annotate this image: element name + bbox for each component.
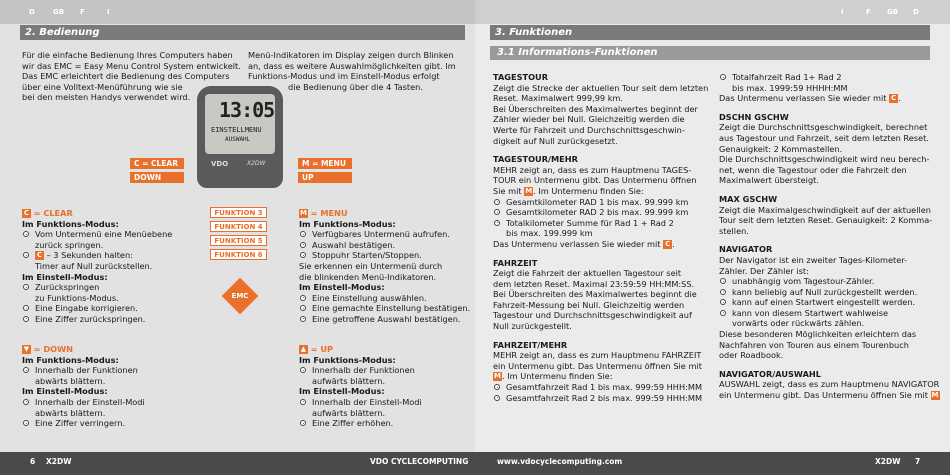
up-section: ▲ = UP Im Funktions-Modus: Innerhalb der Funktionen aufwärts blättern. Im Einstell-Modus: Innerhalb der Einstell-Modi aufwärts blättern. Eine Ziffer erhöhen. [299,344,422,429]
heading-fahrzeit-mehr: FAHRZEIT/MEHR [493,339,568,350]
bullet-icon [300,231,306,237]
bullet-icon [23,399,29,405]
bullet-icon [300,295,306,301]
footer-left [0,452,475,475]
right-page [475,0,950,475]
down-section: ▼ = DOWN Im Funktions-Modus: Innerhalb der Funktionen abwärts blättern. Im Einstell-Modus: Innerhalb der Einstell-Modi abwärts blättern. Eine Ziffer verringern. [22,344,145,429]
bullet-icon [720,299,726,305]
bullet-icon [494,395,500,401]
heading-dschn-gschw: DSCHN GSCHW [719,111,789,122]
heading-tagestour-mehr: TAGESTOUR/MEHR [493,154,578,165]
m-key-icon: M [300,209,307,217]
bullet-icon [300,420,306,426]
bullet-icon [23,231,29,237]
bullet-icon [23,252,29,258]
lang-gb: GB [53,8,65,16]
lang-d: D [29,8,35,16]
bullet-icon [494,209,500,215]
c-clear-section: C = CLEAR Im Funktions-Modus: Vom Untermenü eine Menüebene zurück springen. C – 3 Sekunden halten: Timer auf Null zurückstellen. Im Einstell-Modus: Zurückspringen zu Funktions-Modus. Eine Eingabe korrigieren. Eine Ziffer zurückspringen. [22,208,173,324]
language-bar-right [475,8,950,18]
label-down: DOWN [130,172,184,183]
column-2: Totalfahrzeit Rad 1+ Rad 2 bis max. 1999:59 HHHH:MM Das Untermenu verlassen Sie wieder mit C . DSCHN GSCHW Zeigt die Durchschnittsgeschwindigkeit, berechnet aus Tagestour und Fahrzeit, seit dem letzten Reset. Genauigkeit: 2 Kommastellen. Die Durchschnittsgeschwindigkeit wird neu berech- net, wenn die Tagestour oder die Fahrzeit den Maximalwert übersteigt. MAX GSCHW Zeigt die Maximalgeschwindigkeit auf der aktuellen Tour seit dem letzten Reset. Genauigkeit: 2 Komma- stellen. NAVIGATOR Der Navigator ist ein zweiter Tages-Kilometer- Zähler. Der Zähler ist: unabhängig vom Tagestour-Zähler. kann beliebig auf Null zurückgestellt werden. kann auf einen Startwert eingestellt werden. kann von diesem Startwert wahlweise vorwärts oder rückwärts zählen. Diese besonderen Möglichkeiten erleichtern das Nachfahren von Touren aus einem Tourenbuch oder Roadbook. NAVIGATOR/AUSWAHL AUSWAHL zeigt, dass es zum Hauptmenu NAVIGATOR ein Untermenu gibt. Das Untermenu öffnen Sie mit M [719,72,944,401]
bullet-icon [300,316,306,322]
bullet-icon [23,420,29,426]
bullet-icon [494,199,500,205]
function-6-label: FUNKTION 6 [210,249,267,260]
function-4-label: FUNKTION 4 [210,221,267,232]
device-screen [205,94,275,154]
heading-navigator: NAVIGATOR [719,244,773,255]
lang-d: D [913,8,919,16]
bullet-icon [300,242,306,248]
bullet-icon [720,289,726,295]
subsection-header-info: 3.1 Informations-Funktionen [490,46,930,60]
lang-gb: GB [887,8,899,16]
footer-model-right: X2DW [875,457,901,466]
bullet-icon [300,367,306,373]
intro-text-1: Für die einfache Bedienung Ihres Computers haben wir das EMC = Easy Menu Control System entwickelt. Das EMC erleichtert die Bedienung des Computers über eine Volltext-Menüführung wie sie bei den meisten Handys verwendet wird. [22,50,241,103]
lang-i: I [841,8,844,16]
label-c-clear: C = CLEAR [130,158,184,169]
bullet-icon [720,74,726,80]
label-up: UP [298,172,352,183]
bullet-icon [300,252,306,258]
heading-tagestour: TAGESTOUR [493,72,548,82]
heading-fahrzeit: FAHRZEIT [493,257,538,268]
function-3-label: FUNKTION 3 [210,207,267,218]
bullet-icon [23,284,29,290]
bullet-icon [494,384,500,390]
label-m-menu: M = MENU [298,158,352,169]
lang-f: F [866,8,871,16]
footer-brand: VDO CYCLECOMPUTING [370,457,469,466]
column-1: TAGESTOUR Zeigt die Strecke der aktuellen Tour seit dem letzten Reset. Maximalwert 999,99 km. Bei Überschreiten des Maximalwertes beginnt der Zähler wieder bei Null. Gleichzeitig werden die Werte für Fahrzeit und Durchschnittsgeschwin- digkeit auf Null zurückgesetzt. TAGESTOUR/MEHR MEHR zeigt an, dass es zum Hauptmenu TAGES- TOUR ein Untermenu gibt. Das Untermenu öffnen Sie mit M. Im Untermenu finden Sie: Gesamtkilometer RAD 1 bis max. 99.999 km Gesamtkilometer RAD 2 bis max. 99.999 km Totalkilometer Summe für Rad 1 + Rad 2 bis max. 199.999 km Das Untermenu verlassen Sie wieder mit C . FAHRZEIT Zeigt die Fahrzeit der aktuellen Tagestour seit dem letzten Reset. Maximal 23:59:59 HH:MM:SS. Bei Überschreiten des Maximalwertes beginnt die Fahrzeit-Messung bei Null. Gleichzeitig werden Tagestour und Durchschnittsgeschwindigkeit auf Null zurückgestellt. FAHRZEIT/MEHR MEHR zeigt an, dass es zum Hauptmenu FAHRZEIT ein Untermenu gibt. Das Untermenu öffnen Sie mit M. Im Untermenu finden Sie: Gesamtfahrzeit Rad 1 bis max. 999:59 HHH:MM Gesamtfahrzeit Rad 2 bis max. 999:59 HHH:MM [493,72,713,403]
down-key-icon: ▼ [23,345,30,353]
bullet-icon [23,316,29,322]
c-key-icon: C [23,209,30,217]
display-time: 13:05 [219,98,275,122]
bullet-icon [23,305,29,311]
lang-i: I [107,8,110,16]
page-number-right: 7 [915,457,921,466]
device-brand: VDO [211,160,229,168]
emc-logo-text: EMC [231,292,249,300]
lang-f: F [80,8,85,16]
display-line2: AUSWAHL [225,136,251,143]
display-line1: EINSTELLMENU [211,126,262,134]
footer-model-left: X2DW [46,457,72,466]
section-header-funktionen: 3. Funktionen [490,25,930,40]
footer-right [475,452,950,475]
bullet-icon [300,399,306,405]
page-number-left: 6 [30,457,36,466]
footer-url[interactable]: www.vdocyclecomputing.com [497,457,623,466]
function-5-label: FUNKTION 5 [210,235,267,246]
device-model: X2DW [247,160,266,167]
section-header-bedienung: 2. Bedienung [20,25,465,40]
bike-computer-device [197,86,283,188]
bullet-icon [23,367,29,373]
bullet-icon [494,220,500,226]
heading-navigator-auswahl: NAVIGATOR/AUSWAHL [719,368,821,379]
heading-max-gschw: MAX GSCHW [719,193,778,204]
up-key-icon: ▲ [300,345,307,353]
intro-text-2: Menü-Indikatoren im Display zeigen durch Blinken an, dass es weitere Auswahlmöglichkeiten gibt. Im Funktions-Modus und im Einstell-Modus erfolgt die Bedienung über die 4 Tasten. [248,50,456,92]
language-bar-left [0,8,475,18]
bullet-icon [720,278,726,284]
bullet-icon [720,310,726,316]
m-menu-section: M = MENU Im Funktions-Modus: Verfügbares Untermenü aufrufen. Auswahl bestätigen. Stoppuhr Starten/Stoppen. Sie erkennen ein Untermenü durch die blinkenden Menü-Indikatoren. Im Einstell-Modus: Eine Einstellung auswählen. Eine gemachte Einstellung bestätigen. Eine getroffene Auswahl bestätigen. [299,208,471,324]
bullet-icon [300,305,306,311]
